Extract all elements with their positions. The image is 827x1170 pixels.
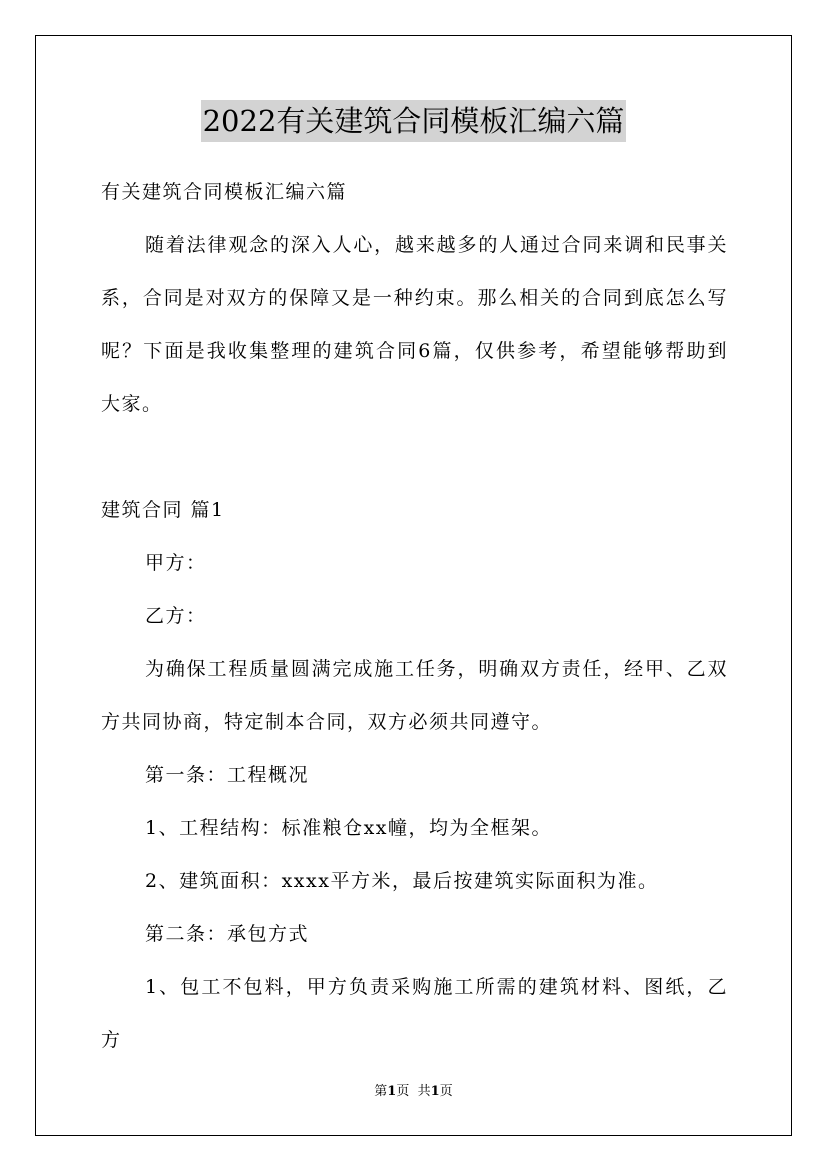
total-prefix: 共 [417, 1084, 431, 1099]
section-heading: 建筑合同 篇1 [101, 499, 225, 521]
page-suffix: 页 [396, 1084, 410, 1099]
document-title: 2022有关建筑合同模板汇编六篇 [201, 100, 627, 142]
document-body [101, 166, 728, 1067]
party-a-label: 甲方： [145, 552, 207, 574]
page-prefix: 第 [374, 1084, 388, 1099]
title-container [0, 100, 827, 142]
page-footer [0, 1083, 827, 1101]
page-number: 1 [387, 1084, 397, 1099]
clause-item: 1、包工不包料，甲方负责采购施工所需的建筑材料、图纸，乙方 [101, 976, 728, 1051]
party-b-label: 乙方： [145, 605, 207, 627]
article-heading: 第二条：承包方式 [145, 923, 310, 945]
article-heading: 第一条：工程概况 [145, 764, 310, 786]
paragraph-gap [101, 431, 728, 484]
total-pages: 1 [430, 1084, 440, 1099]
clause-item: 1、工程结构：标准粮仓xx幢，均为全框架。 [145, 817, 553, 839]
body-paragraph: 随着法律观念的深入人心，越来越多的人通过合同来调和民事关系，合同是对双方的保障又是一种约束。那么相关的合同到底怎么写呢？下面是我收集整理的建筑合同6篇，仅供参考，希望能够帮助到大家。 [101, 234, 728, 415]
body-paragraph: 有关建筑合同模板汇编六篇 [101, 181, 348, 203]
body-paragraph: 为确保工程质量圆满完成施工任务，明确双方责任，经甲、乙双方共同协商，特定制本合同，双方必须共同遵守。 [101, 658, 728, 733]
clause-item: 2、建筑面积：xxxx平方米，最后按建筑实际面积为准。 [145, 870, 659, 892]
total-suffix: 页 [439, 1084, 453, 1099]
